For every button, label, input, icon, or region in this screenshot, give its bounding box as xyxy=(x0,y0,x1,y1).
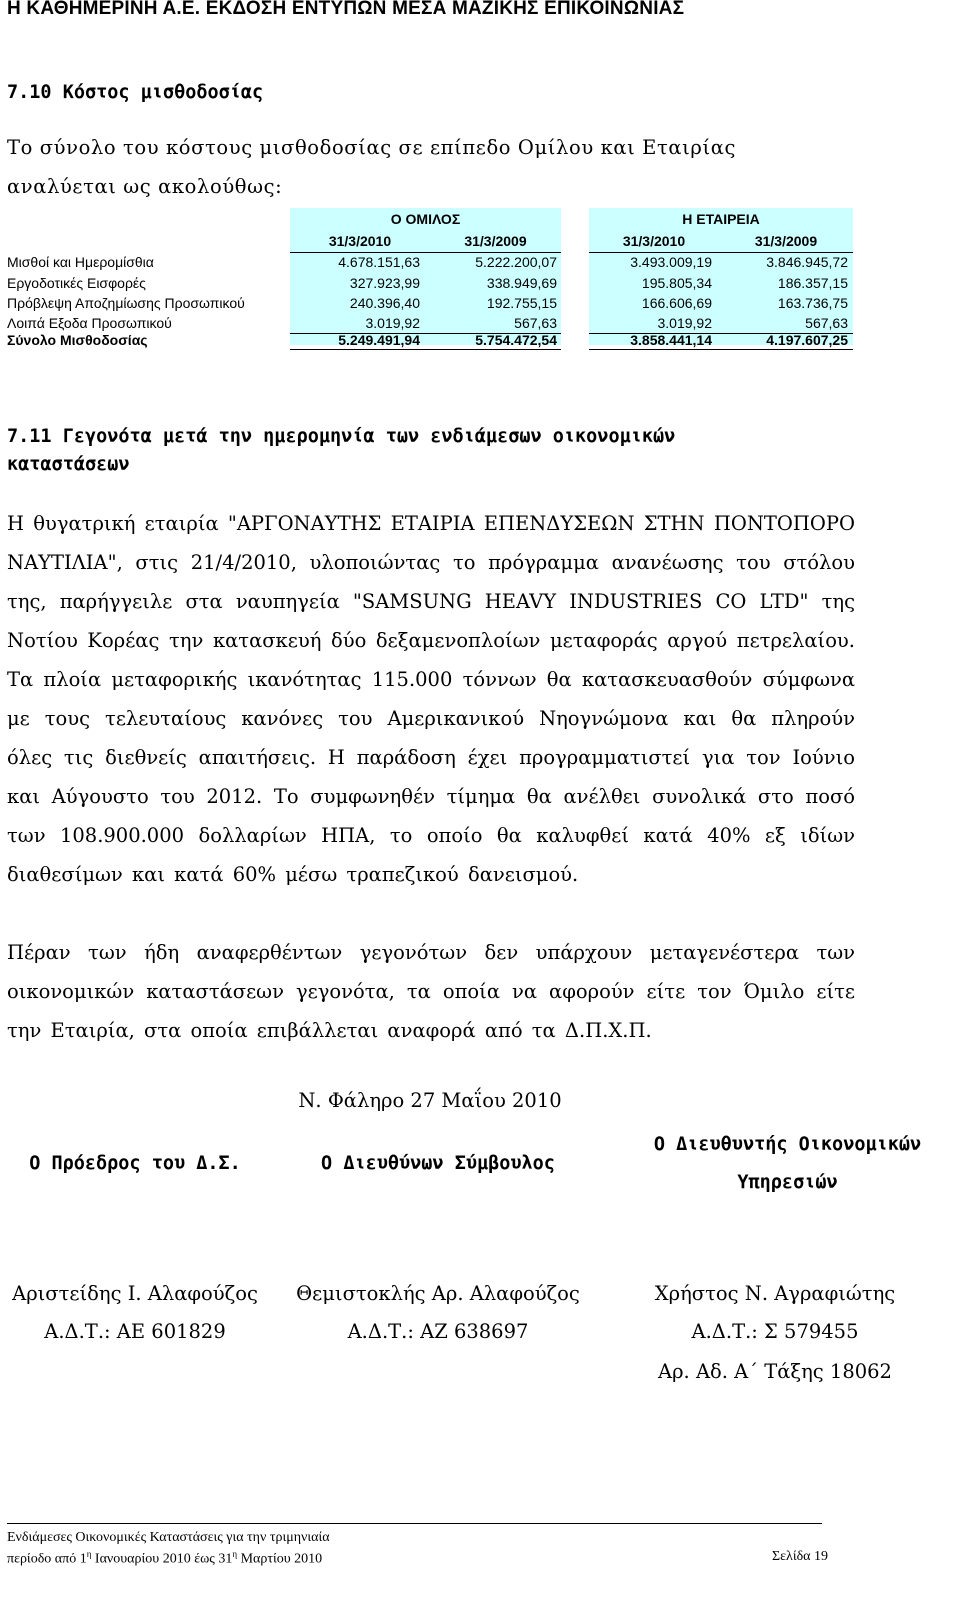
table-cell: 3.019,92 xyxy=(657,315,712,331)
table-cell: 338.949,69 xyxy=(486,275,557,291)
section-7-11-heading: 7.11 Γεγονότα μετά την ημερομηνία των ενδιάμεσων οικονομικών xyxy=(7,426,676,447)
table-cell: 163.736,75 xyxy=(777,295,848,311)
date-header: 31/3/2009 xyxy=(754,233,818,249)
section-7-11-paragraph-2: Πέραν των ήδη αναφερθέντων γεγονότων δεν υπάρχουν μεταγενέστερα των οικονομικών καταστάσεων γεγονότα, τα οποία να αφορούν είτε τον Όμιλο είτε την Εταιρία, στα οποία επιβάλλεται αναφορά από τα Δ.Π.Χ.Π. xyxy=(7,941,855,1042)
header-rule xyxy=(290,252,561,253)
footer-sup: η xyxy=(86,1549,92,1559)
ceo-name: Θεμιστοκλής Αρ. Αλαφούζος xyxy=(296,1282,580,1305)
table-cell: 3.019,92 xyxy=(365,315,420,331)
section-7-11-paragraph-1: Η θυγατρική εταιρία "ΑΡΓΟΝΑΥΤΗΣ ΕΤΑΙΡΙΑ ΕΠΕΝΔΥΣΕΩΝ ΣΤΗΝ ΠΟΝΤΟΠΟΡΟ ΝΑΥΤΙΛΙΑ", στις 21/4/2010, υλοποιώντας το πρόγραμμα ανανέωσης του στόλου της, παρήγγειλε στα ναυπηγεία "SAMSUNG HEAVY INDUSTRIES CO LTD" της Νοτίου Κορέας την κατασκευή δύο δεξαμενοπλοίων μεταφοράς αργού πετρελαίου. Τα πλοία μεταφορικής ικανότητας 115.000 τόννων θα κατασκευασθούν σύμφωνα με τους τελευταίους κανόνες του Αμερικανικού Νηογνώμονα και θα πληρούν όλες τις διεθνείς απαιτήσεις. Η παράδοση έχει προγραμματιστεί για τον Ιούνιο και Αύγουστο του 2012. Το συμφωνηθέν τίμημα θα ανέλθει συνολικά στο ποσό των 108.900.000 δολλαρίων ΗΠΑ, το οποίο θα καλυφθεί κατά 40% εξ ιδίων διαθεσίμων και κατά 60% μέσω τραπεζικού δανεισμού. xyxy=(7,512,855,886)
header-rule xyxy=(589,252,853,253)
chairman-id: Α.Δ.Τ.: ΑΕ 601829 xyxy=(44,1320,226,1343)
table-cell: 192.755,15 xyxy=(486,295,557,311)
table-cell: 327.923,99 xyxy=(349,275,420,291)
footer-line-1: Ενδιάμεσες Οικονομικές Καταστάσεις για την τριμηνιαία xyxy=(7,1530,330,1545)
table-total-cell: 5.754.472,54 xyxy=(475,332,557,348)
table-cell: 3.493.009,19 xyxy=(630,254,712,270)
table-total-cell: 3.858.441,14 xyxy=(630,332,712,348)
company-header: Η ΕΤΑΙΡΕΙΑ xyxy=(682,211,760,227)
place-and-date: Ν. Φάληρο 27 Μαΐου 2010 xyxy=(298,1089,562,1112)
section-7-10-intro: Το σύνολο του κόστους μισθοδοσίας σε επίπεδο Ομίλου και Εταιρίας αναλύεται ως ακολούθως: xyxy=(7,136,737,198)
table-cell: 3.846.945,72 xyxy=(766,254,848,270)
chairman-name: Αριστείδης Ι. Αλαφούζος xyxy=(12,1282,258,1305)
date-header: 31/3/2010 xyxy=(328,233,392,249)
ceo-id: Α.Δ.Τ.: ΑΖ 638697 xyxy=(347,1320,529,1343)
table-row-label: Πρόβλεψη Αποζημίωσης Προσωπικού xyxy=(7,295,245,311)
cfo-id: Α.Δ.Τ.: Σ 579455 xyxy=(691,1320,859,1343)
table-cell: 4.678.151,63 xyxy=(338,254,420,270)
footer-line-2 xyxy=(7,1549,322,1568)
date-header: 31/3/2010 xyxy=(622,233,686,249)
table-cell: 166.606,69 xyxy=(641,295,712,311)
document-header: Η ΚΑΘΗΜΕΡΙΝΗ Α.Ε. ΕΚΔΟΣΗ ΕΝΤΥΠΩΝ ΜΕΣΑ ΜΑΖΙΚΗΣ ΕΠΙΚΟΙΝΩΝΙΑΣ xyxy=(7,0,685,19)
table-row-label: Λοιπά Εξοδα Προσωπικού xyxy=(7,315,172,331)
footer-period-a: περίοδο από 1 xyxy=(7,1551,87,1567)
table-cell: 240.396,40 xyxy=(349,295,420,311)
cfo-title: Ο Διευθυντής Οικονομικών xyxy=(653,1134,922,1155)
footer-rule xyxy=(7,1523,822,1524)
table-cell: 5.222.200,07 xyxy=(475,254,557,270)
table-row-label: Μισθοί και Ημερομίσθια xyxy=(7,254,154,270)
date-header: 31/3/2009 xyxy=(464,233,527,249)
footer-period-c: Μαρτίου 2010 xyxy=(237,1551,323,1567)
table-total-cell: 5.249.491,94 xyxy=(338,332,420,348)
table-total-cell: 4.197.607,25 xyxy=(766,332,848,348)
table-cell: 195.805,34 xyxy=(641,275,712,291)
page-number: Σελίδα 19 xyxy=(772,1549,829,1564)
table-row-label: Εργοδοτικές Εισφορές xyxy=(7,275,146,291)
section-7-10-heading: 7.10 Κόστος μισθοδοσίας xyxy=(7,82,264,103)
footer-sup: η xyxy=(232,1549,238,1559)
cfo-license: Αρ. Αδ. Α΄ Τάξης 18062 xyxy=(658,1360,892,1383)
section-7-11-heading-cont: καταστάσεων xyxy=(7,454,130,475)
table-total-label: Σύνολο Μισθοδοσίας xyxy=(7,332,148,348)
table-cell: 567,63 xyxy=(805,315,848,331)
footer-period-b: Ιανουαρίου 2010 έως 31 xyxy=(91,1551,233,1567)
cfo-name: Χρήστος Ν. Αγραφιώτης xyxy=(654,1282,896,1305)
chairman-title: Ο Πρόεδρος του Δ.Σ. xyxy=(29,1153,241,1174)
total-rule xyxy=(589,349,853,350)
ceo-title: Ο Διευθύνων Σύμβουλος xyxy=(321,1153,555,1174)
total-rule xyxy=(290,349,561,350)
table-cell: 186.357,15 xyxy=(777,275,848,291)
group-header: Ο ΟΜΙΛΟΣ xyxy=(390,211,461,227)
cfo-title-cont: Υπηρεσιών xyxy=(737,1172,838,1193)
table-cell: 567,63 xyxy=(514,315,557,331)
